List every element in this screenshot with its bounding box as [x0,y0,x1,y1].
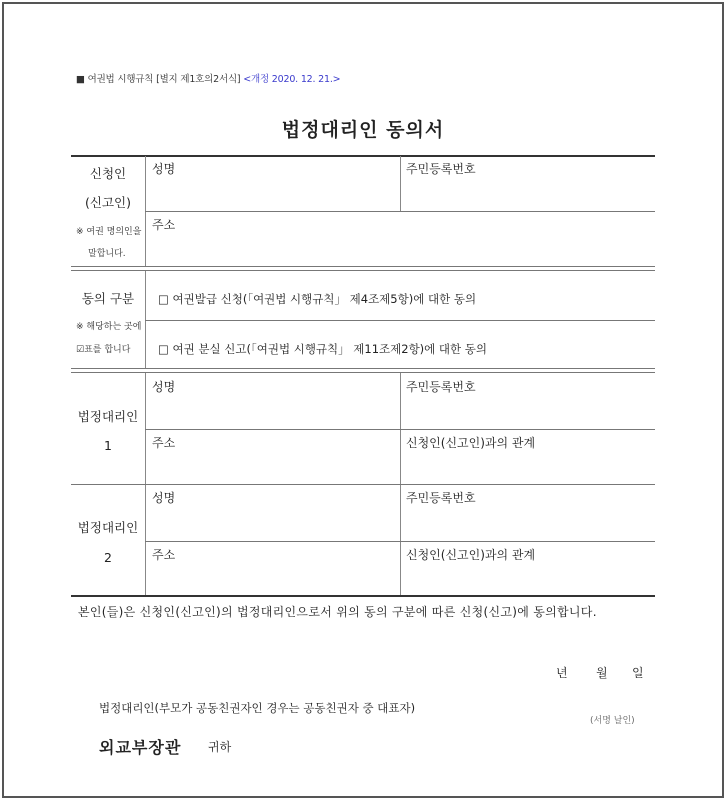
form-ref-text: ■ 여권법 시행규칙 [별지 제1호의2서식] [76,74,241,85]
rep1-rrn-field[interactable]: 주민등록번호 [406,380,476,394]
section-bottom-border [71,595,655,597]
rep2-label: 법정대리인 [77,520,139,535]
date-year[interactable]: 년 [556,666,568,680]
rep1-label: 법정대리인 [77,409,139,424]
applicant-mid-divider [400,156,401,211]
rep1-name-field[interactable]: 성명 [152,380,176,394]
rep1-address-field[interactable]: 주소 [152,436,176,450]
consent-top-line-2 [71,270,655,271]
form-reference [76,71,340,85]
section-top-border [71,155,655,157]
date-day[interactable]: 일 [632,666,644,680]
rep1-relation-field[interactable]: 신청인(신고인)과의 관계 [406,436,536,450]
consent-option-issue[interactable]: □ 여권발급 신청(「여권법 시행규칙」 제4조제5항)에 대한 동의 [158,292,477,306]
rep2-address-field[interactable]: 주소 [152,548,176,562]
rep2-top-line [71,484,655,485]
rep2-relation-field[interactable]: 신청인(신고인)과의 관계 [406,548,536,562]
applicant-note-2: 말합니다. [88,249,126,259]
rep2-rrn-field[interactable]: 주민등록번호 [406,491,476,505]
consent-row-line [145,320,655,321]
rep2-row-line [145,541,655,542]
rep-section-top-line-2 [71,372,655,373]
consent-statement: 본인(들)은 신청인(신고인)의 법정대리인으로서 위의 동의 구분에 따른 신청(신고)에 동의합니다. [78,605,597,619]
representative-line: 법정대리인(부모가 공동친권자인 경우는 공동친권자 중 대표자) [99,701,416,715]
applicant-address-field[interactable]: 주소 [152,218,176,232]
consent-note-2: ☑표를 합니다 [76,345,131,355]
date-month[interactable]: 월 [596,666,608,680]
revision-date: <개정 2020. 12. 21.> [243,74,341,85]
signature-hint[interactable]: (서명 날인) [590,716,635,726]
rep1-row-line [145,429,655,430]
applicant-row-line [145,211,655,212]
applicant-name-field[interactable]: 성명 [152,162,176,176]
rep2-name-field[interactable]: 성명 [152,491,176,505]
applicant-label-paren: (신고인) [85,195,131,210]
consent-option-loss[interactable]: □ 여권 분실 신고(「여권법 시행규칙」 제11조제2항)에 대한 동의 [158,342,488,356]
rep1-number: 1 [104,438,112,453]
applicant-label: 신청인 [89,166,127,181]
consent-top-line-1 [71,266,655,267]
rep-section-top-line-1 [71,368,655,369]
honorific: 귀하 [208,740,232,754]
addressee: 외교부장관 [99,738,182,757]
consent-note-1: ※ 해당하는 곳에 [76,322,142,332]
document-title: 법정대리인 동의서 [281,119,445,141]
rep2-number: 2 [104,550,112,565]
applicant-note-1: ※ 여권 명의인을 [76,227,142,237]
consent-label: 동의 구분 [81,291,135,306]
applicant-rrn-field[interactable]: 주민등록번호 [406,162,476,176]
